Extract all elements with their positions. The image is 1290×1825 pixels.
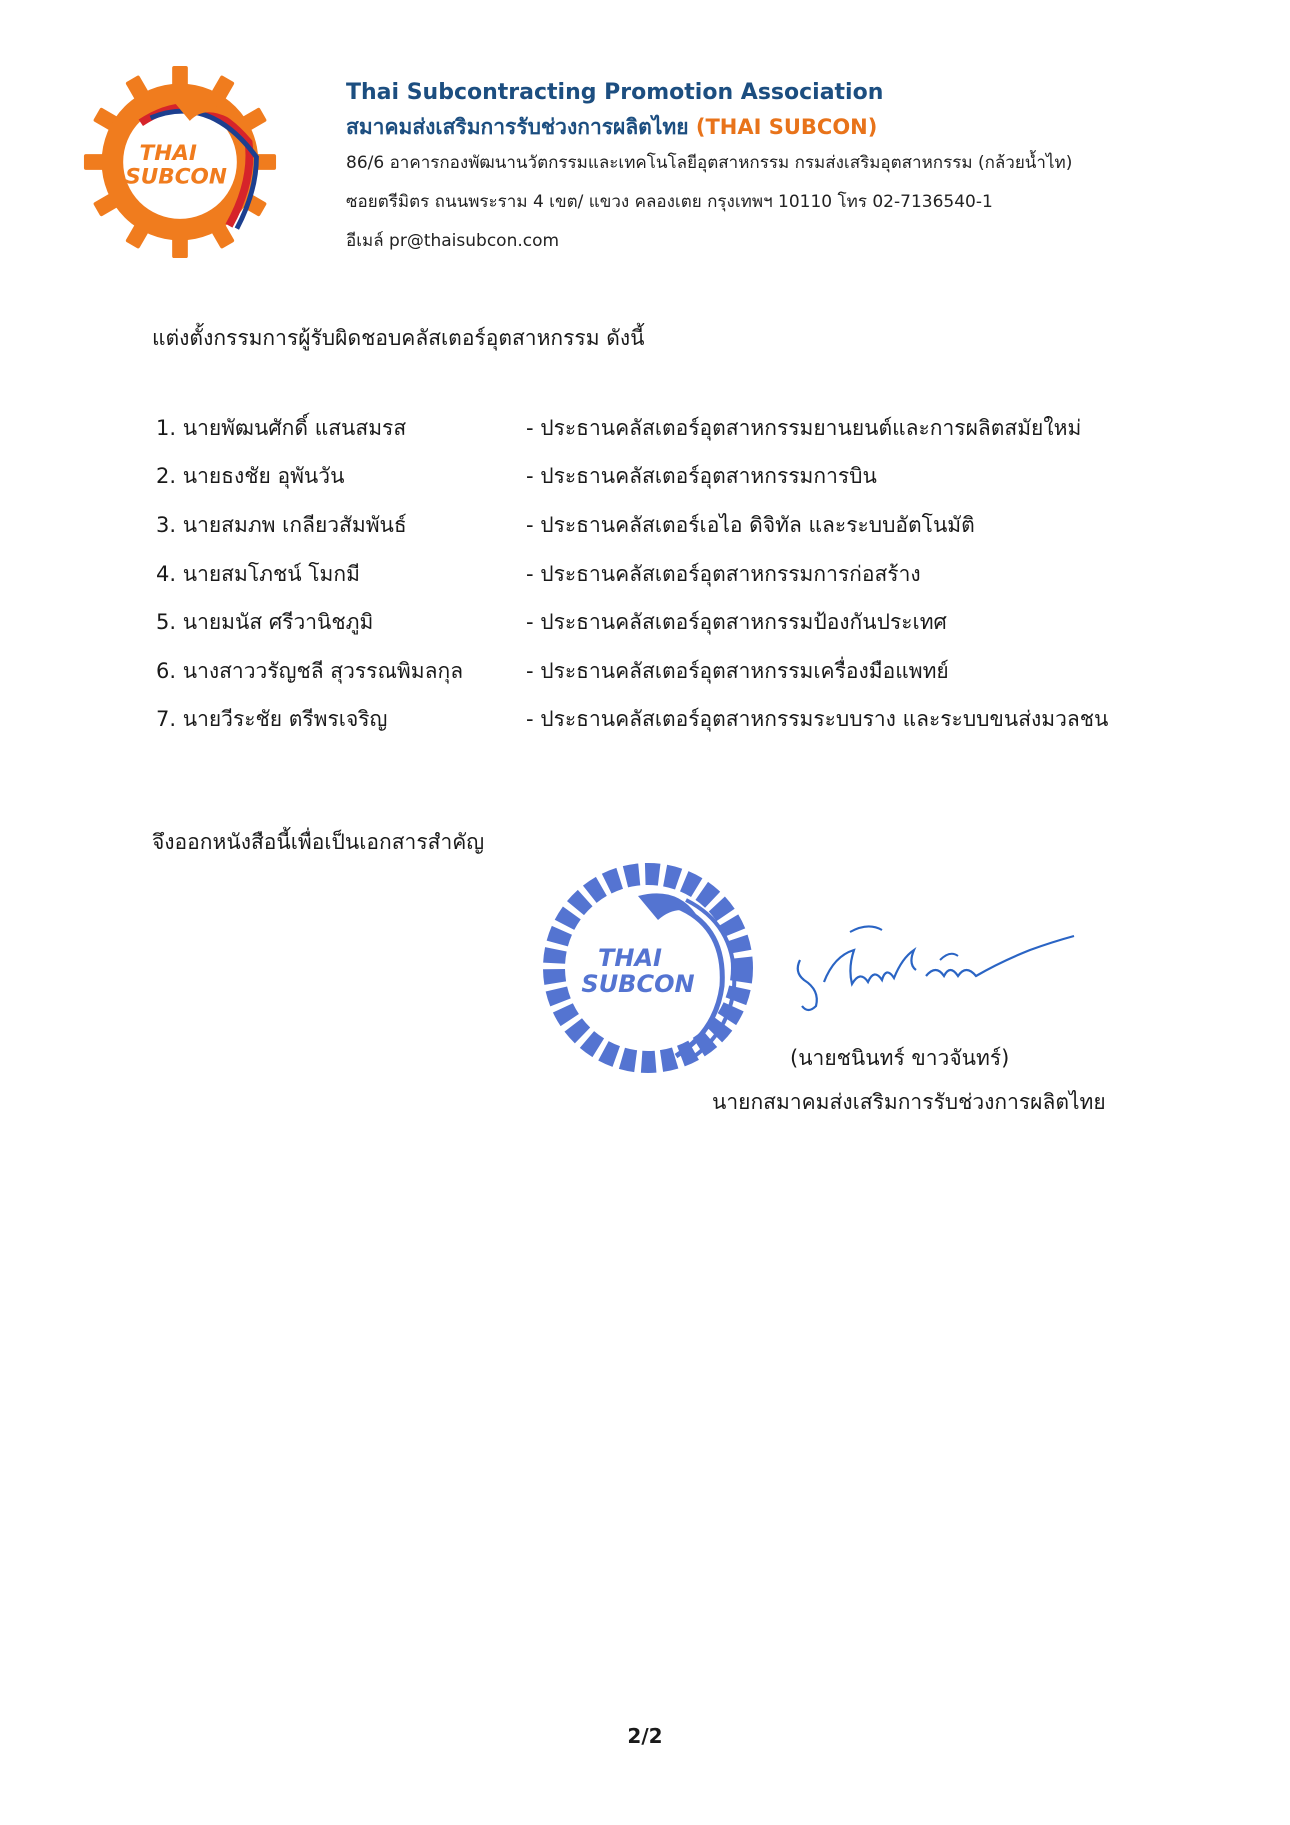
- signer-name: (นายชนินทร์ ขาวจันทร์): [790, 1046, 1010, 1070]
- logo-text-thai: THAI: [139, 141, 197, 167]
- stamp-text-subcon: SUBCON: [581, 970, 695, 998]
- address-line-2: ซอยตรีมิตร ถนนพระราม 4 เขต/ แขวง คลองเตย กรุงเทพฯ 10110 โทร 02-7136540-1: [346, 192, 993, 212]
- closing-text: จึงออกหนังสือนี้เพื่อเป็นเอกสารสำคัญ: [152, 830, 485, 854]
- member-role: - ประธานคลัสเตอร์อุตสาหกรรมยานยนต์และการผลิตสมัยใหม่: [526, 415, 1082, 440]
- member-name: 5. นายมนัส ศรีวานิชภูมิ: [156, 610, 374, 635]
- email-line: อีเมล์ pr@thaisubcon.com: [346, 231, 560, 251]
- list-item: [156, 696, 1176, 745]
- member-name: 3. นายสมภพ เกลียวสัมพันธ์: [156, 512, 407, 537]
- member-name: 2. นายธงชัย อุพันวัน: [156, 464, 345, 489]
- member-name: 4. นายสมโภชน์ โมกมี: [156, 561, 360, 586]
- member-name: 6. นางสาววรัญชลี สุวรรณพิมลกุล: [156, 658, 464, 683]
- org-name-en: Thai Subcontracting Promotion Association: [346, 80, 884, 105]
- list-item: [156, 598, 1176, 647]
- member-role: - ประธานคลัสเตอร์อุตสาหกรรมเครื่องมือแพทย์: [526, 658, 949, 683]
- org-brand: (THAI SUBCON): [695, 115, 878, 139]
- thai-subcon-logo: [82, 64, 278, 260]
- member-role: - ประธานคลัสเตอร์อุตสาหกรรมระบบราง และระบบขนส่งมวลชน: [526, 707, 1109, 732]
- member-name: 1. นายพัฒนศักดิ์ แสนสมรส: [156, 415, 407, 440]
- list-item: [156, 647, 1176, 696]
- list-item: [156, 404, 1176, 453]
- stamp-text-thai: THAI: [598, 944, 662, 972]
- member-role: - ประธานคลัสเตอร์อุตสาหกรรมการก่อสร้าง: [526, 561, 921, 586]
- list-item: [156, 501, 1176, 550]
- member-role: - ประธานคลัสเตอร์เอไอ ดิจิทัล และระบบอัตโนมัติ: [526, 512, 975, 537]
- member-list: [156, 404, 1176, 744]
- letterhead: [346, 76, 1072, 261]
- org-name-th-line: [346, 110, 1072, 144]
- handwritten-signature: [790, 920, 1080, 1020]
- member-name: 7. นายวีระชัย ตรีพรเจริญ: [156, 707, 388, 732]
- signer-title: นายกสมาคมส่งเสริมการรับช่วงการผลิตไทย: [712, 1090, 1106, 1114]
- intro-text: แต่งตั้งกรรมการผู้รับผิดชอบคลัสเตอร์อุตสาหกรรม ดังนี้: [152, 326, 645, 350]
- org-name-th: สมาคมส่งเสริมการรับช่วงการผลิตไทย: [346, 115, 689, 139]
- association-stamp: [526, 856, 822, 1078]
- member-role: - ประธานคลัสเตอร์อุตสาหกรรมป้องกันประเทศ: [526, 610, 947, 635]
- address-line-1: 86/6 อาคารกองพัฒนานวัตกรรมและเทคโนโลยีอุตสาหกรรม กรมส่งเสริมอุตสาหกรรม (กล้วยน้ำไท): [346, 153, 1073, 173]
- list-item: [156, 453, 1176, 502]
- logo-text-subcon: SUBCON: [125, 164, 227, 190]
- page-number: 2/2: [627, 1724, 663, 1748]
- member-role: - ประธานคลัสเตอร์อุตสาหกรรมการบิน: [526, 464, 877, 489]
- list-item: [156, 550, 1176, 599]
